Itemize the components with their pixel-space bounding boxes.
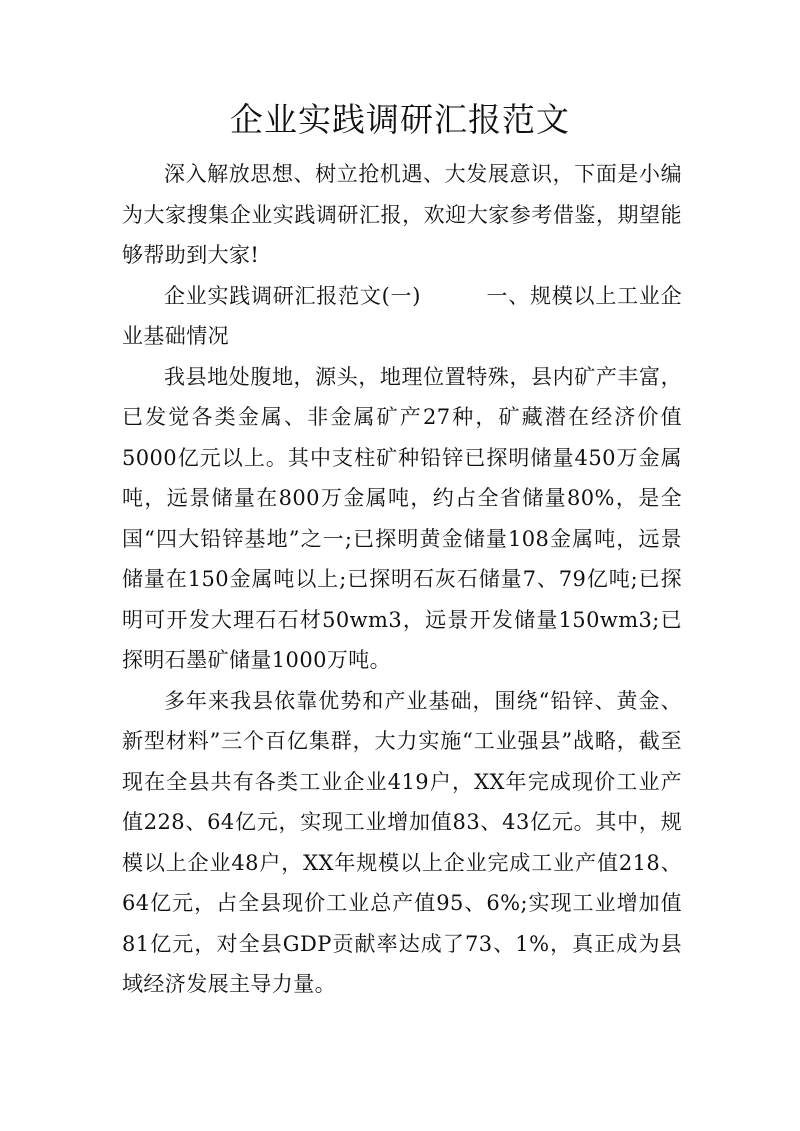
section-heading-paragraph: 企业实践调研汇报范文(一) 一、规模以上工业企业基础情况 (122, 283, 682, 348)
industry-development-paragraph: 多年来我县依靠优势和产业基础，围绕“铅锌、黄金、新型材料”三个百亿集群，大力实施“工业强县”战略，截至现在全县共有各类工业企业419户，XX年完成现价工业产值228、64亿元，实现工业增加值83、43亿元。其中，规模以上企业48户，XX年规模以上企业完成工业产值218、64亿元，占全县现价工业总产值95、6%;实现工业增加值81亿元，对全县GDP贡献率达成了73、1%，真正成为县域经济发展主导力量。 (122, 688, 682, 996)
intro-paragraph: 深入解放思想、树立抢机遇、大发展意识，下面是小编为大家搜集企业实践调研汇报，欢迎大家参考借鉴，期望能够帮助到大家! (122, 162, 682, 267)
document-body (122, 154, 682, 1005)
document-title: 企业实践调研汇报范文 (230, 100, 570, 139)
mineral-resources-paragraph: 我县地处腹地，源头，地理位置特殊，县内矿产丰富，已发觉各类金属、非金属矿产27种，矿藏潜在经济价值5000亿元以上。其中支柱矿种铅锌已探明储量450万金属吨，远景储量在800万金属吨，约占全省储量80%，是全国“四大铅锌基地”之一;已探明黄金储量108金属吨，远景储量在150金属吨以上;已探明石灰石储量7、79亿吨;已探明可开发大理石石材50wm3，远景开发储量150wm3;已探明石墨矿储量1000万吨。 (122, 364, 682, 672)
